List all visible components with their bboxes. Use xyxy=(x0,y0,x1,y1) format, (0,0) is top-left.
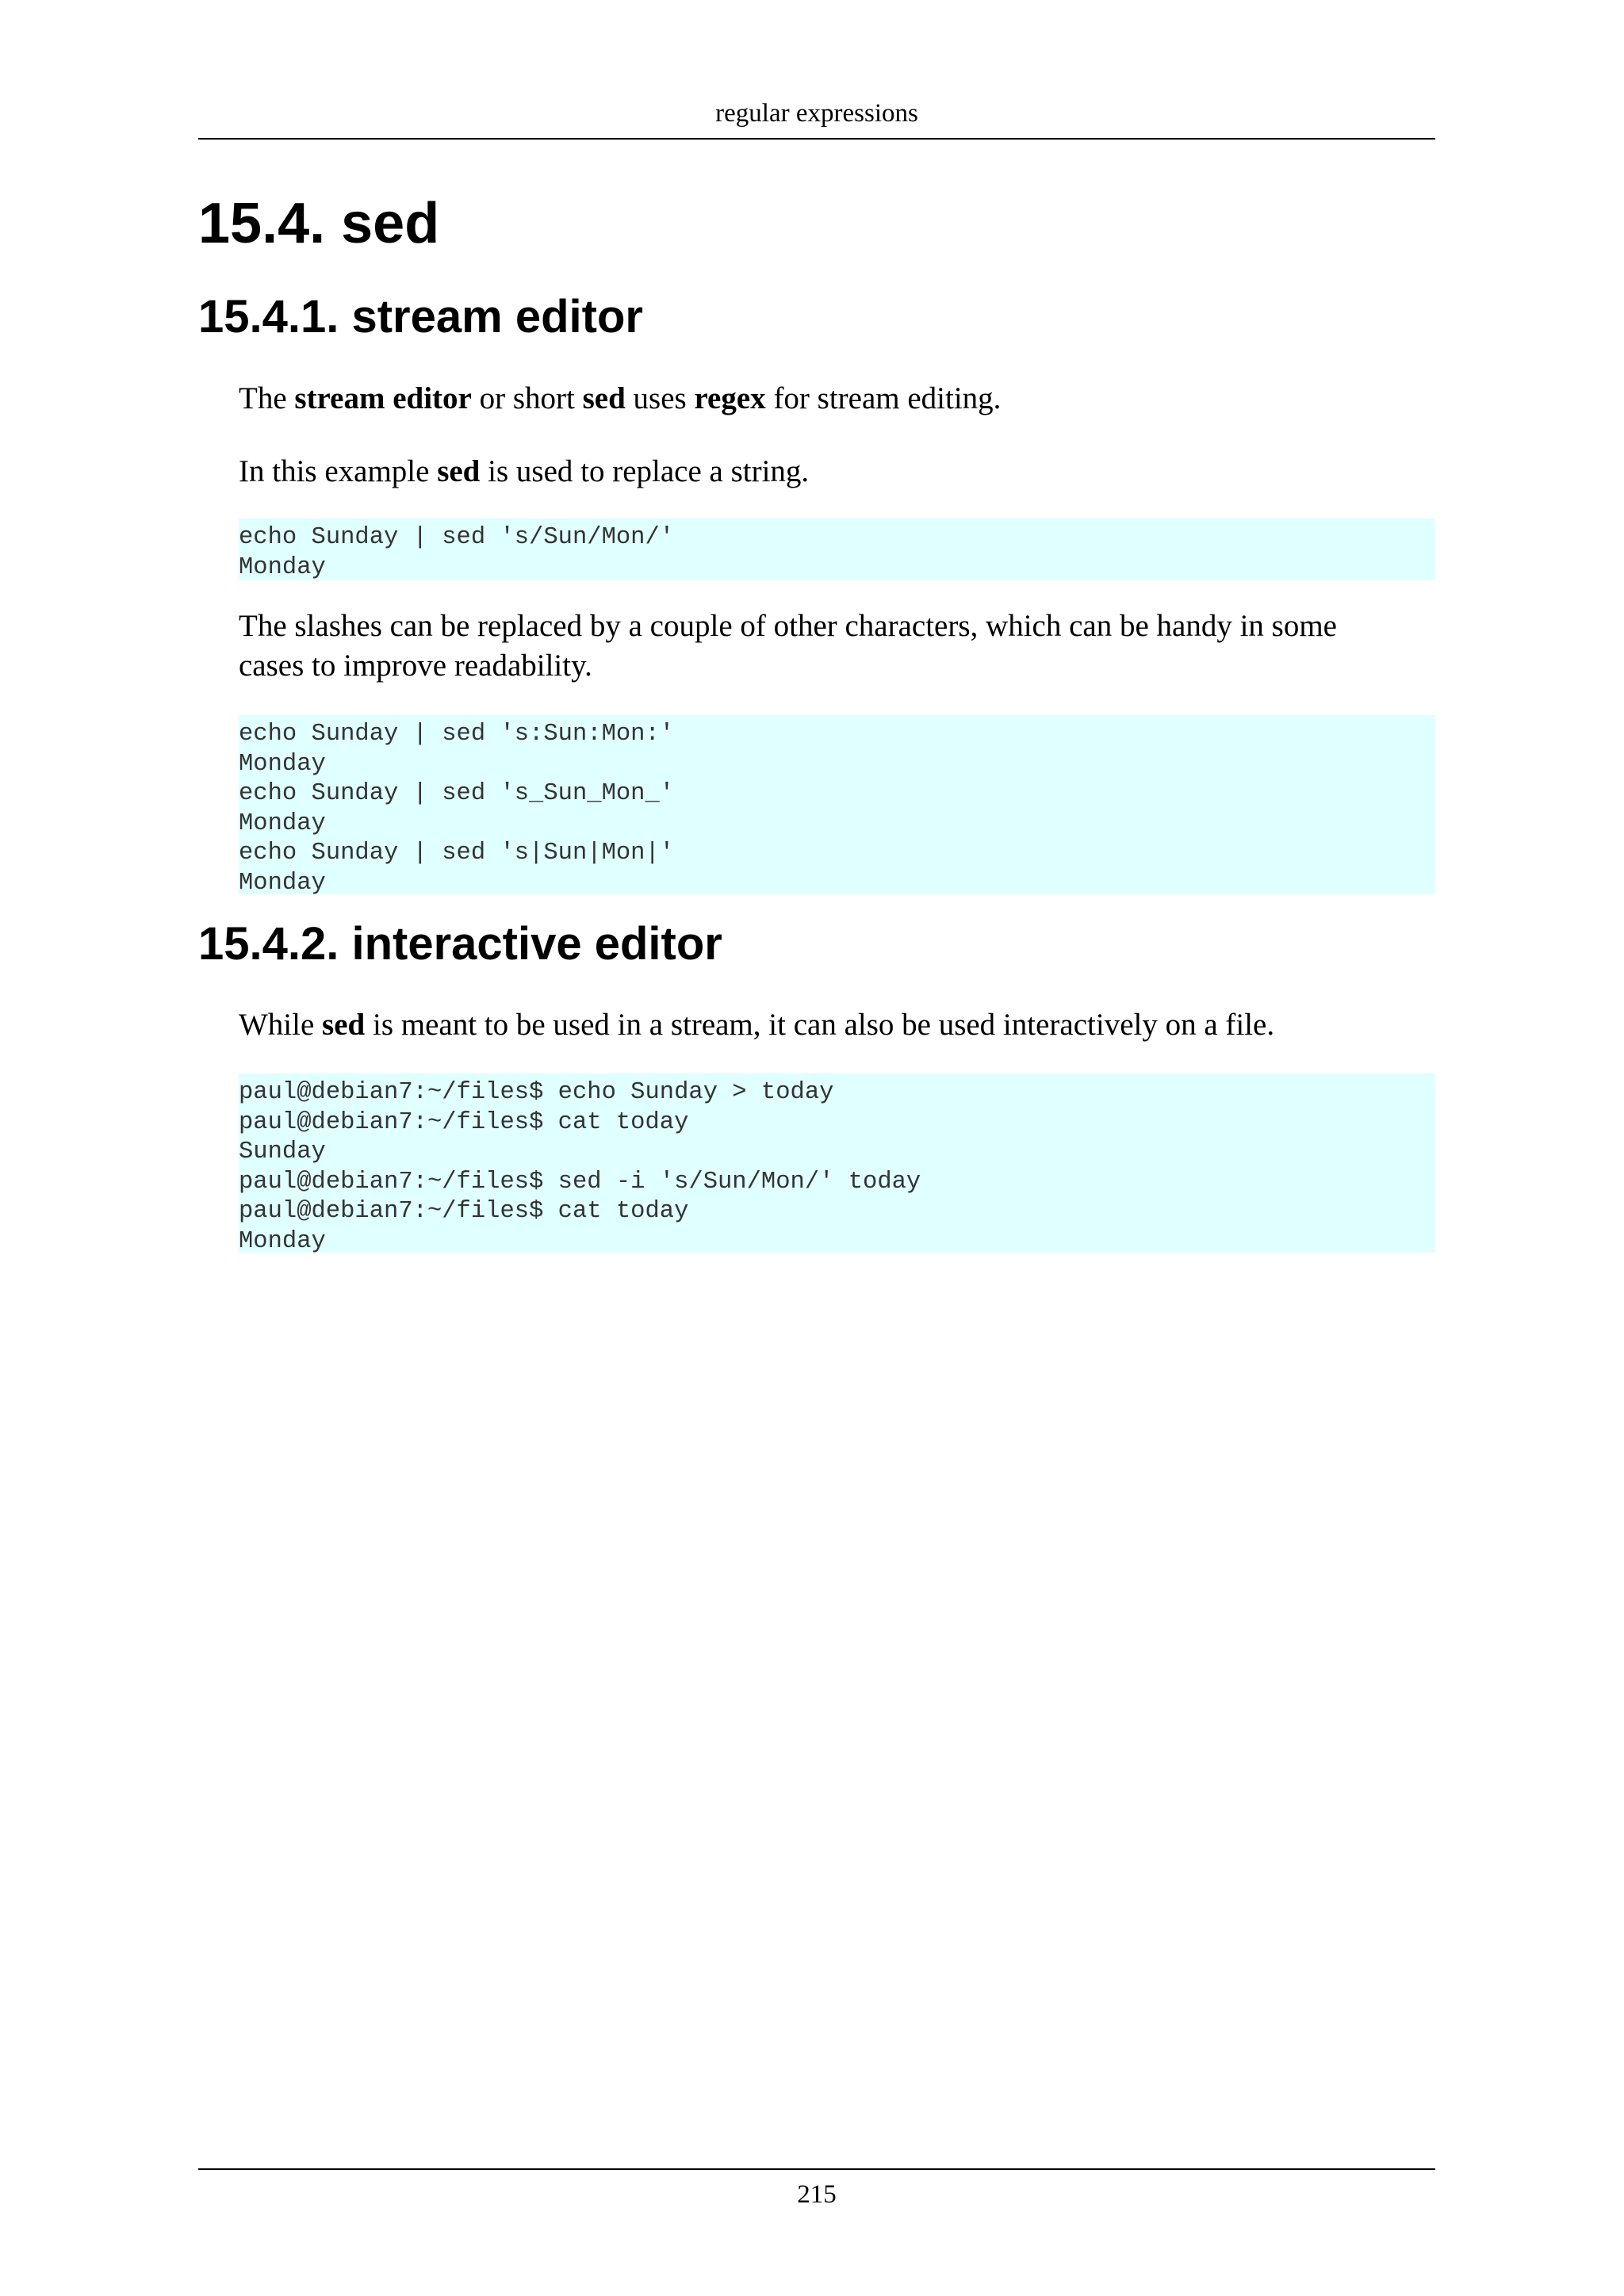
subsection-title-interactive-editor: 15.4.2. interactive editor xyxy=(198,918,722,970)
paragraph-slash-alternatives xyxy=(239,607,1435,686)
code-line: Monday xyxy=(239,1227,326,1255)
bold-term: sed xyxy=(322,1008,366,1042)
code-line: echo Sunday | sed 's:Sun:Mon:' xyxy=(239,721,675,748)
page-number: 215 xyxy=(797,2180,837,2209)
code-line: Monday xyxy=(239,809,326,837)
running-header xyxy=(198,94,1435,140)
code-line: Monday xyxy=(239,750,326,778)
bold-term: stream editor xyxy=(294,381,472,415)
text-run: or short xyxy=(471,381,583,415)
bold-term: sed xyxy=(582,381,626,415)
section-title: 15.4. sed xyxy=(198,192,440,255)
code-line: paul@debian7:~/files$ cat today xyxy=(239,1198,689,1225)
text-run: is used to replace a string. xyxy=(480,454,810,488)
text-run: While xyxy=(239,1008,323,1042)
code-line: Monday xyxy=(239,553,326,581)
code-line: Monday xyxy=(239,869,326,897)
paragraph-replace-string xyxy=(239,452,1435,492)
text-run: The xyxy=(239,381,295,415)
code-block-sed-delimiters xyxy=(239,715,1435,897)
text-run: In this example xyxy=(239,454,438,488)
running-footer xyxy=(198,2168,1435,2214)
text-line: The slashes can be replaced by a couple of other characters, which can be handy in some xyxy=(239,609,1337,643)
bold-term: sed xyxy=(437,454,481,488)
text-line: cases to improve readability. xyxy=(239,649,592,683)
text-run: for stream editing. xyxy=(765,381,1002,415)
code-line: paul@debian7:~/files$ cat today xyxy=(239,1108,689,1136)
text-run: is meant to be used in a stream, it can also be used interactively on a file. xyxy=(365,1008,1275,1042)
code-line: echo Sunday | sed 's|Sun|Mon|' xyxy=(239,840,675,867)
code-line: Sunday xyxy=(239,1138,326,1165)
paragraph-stream-editor-intro xyxy=(239,379,1435,419)
header-title: regular expressions xyxy=(715,99,918,128)
code-line: echo Sunday | sed 's_Sun_Mon_' xyxy=(239,780,675,807)
text-run: uses xyxy=(625,381,695,415)
code-block-sed-basic xyxy=(239,519,1435,580)
paragraph-interactive-intro xyxy=(239,1005,1435,1045)
subsection-title-stream-editor: 15.4.1. stream editor xyxy=(198,291,643,342)
code-line: echo Sunday | sed 's/Sun/Mon/' xyxy=(239,524,675,551)
code-line: paul@debian7:~/files$ echo Sunday > today xyxy=(239,1079,834,1106)
code-line: paul@debian7:~/files$ sed -i 's/Sun/Mon/' today xyxy=(239,1168,921,1196)
bold-term: regex xyxy=(694,381,766,415)
code-block-sed-interactive xyxy=(239,1073,1435,1253)
